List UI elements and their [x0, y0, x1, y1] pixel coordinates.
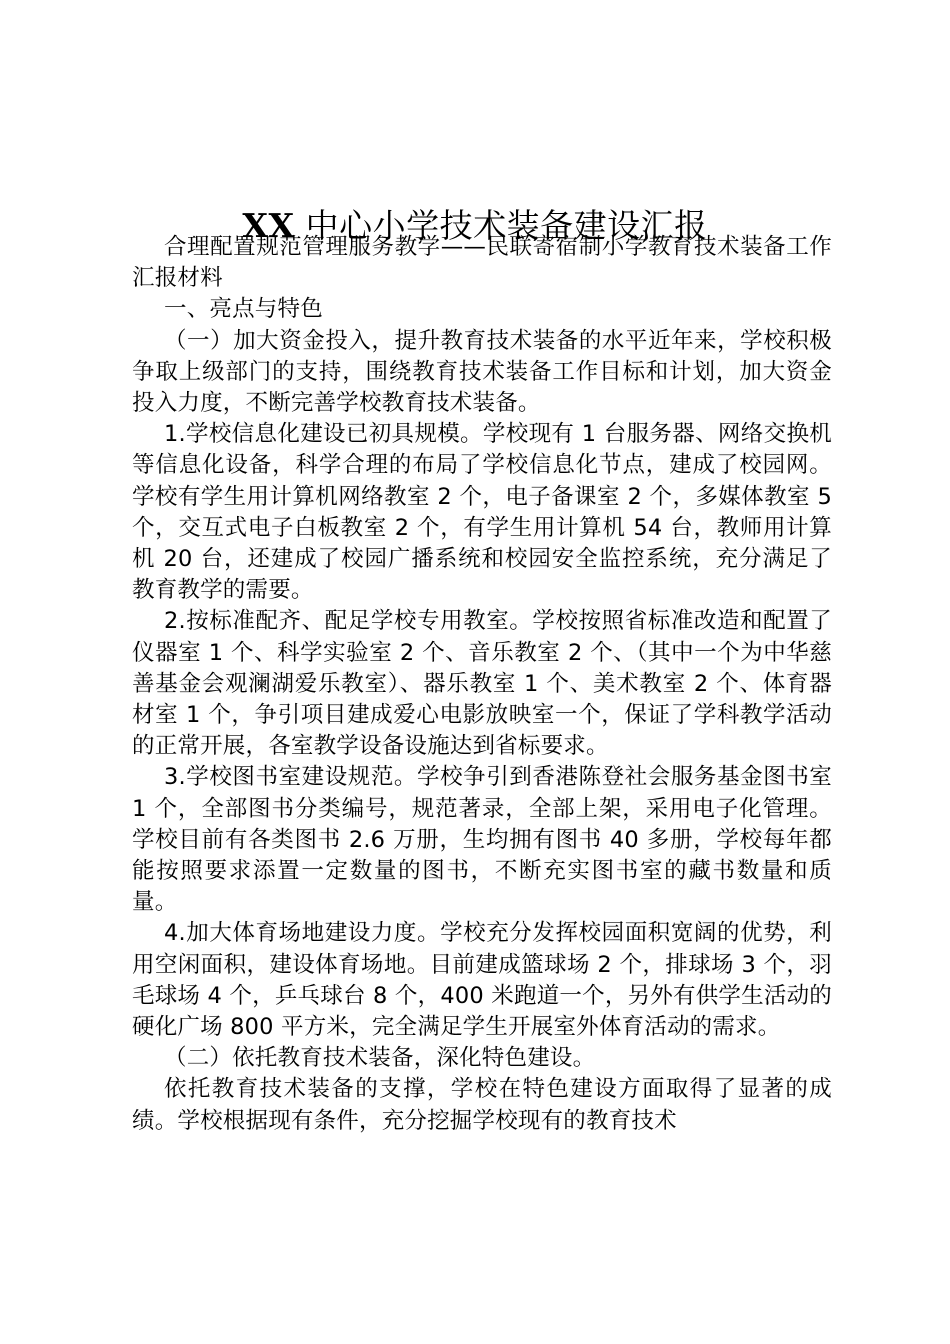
subsection-heading-1: （一）加大资金投入，提升教育技术装备的水平近年来，学校积极争取上级部门的支持，围绕教育技术装备工作目标和计划，加大资金投入力度，不断完善学校教育技术装备。: [132, 327, 832, 417]
subsection-heading-2: （二）依托教育技术装备，深化特色建设。: [164, 1045, 596, 1072]
paragraph-closing: 依托教育技术装备的支撑，学校在特色建设方面取得了显著的成绩。学校根据现有条件，充分挖掘学校现有的教育技术: [132, 1076, 832, 1134]
paragraph-item-1: 1.学校信息化建设已初具规模。学校现有 1 台服务器、网络交换机等信息化设备，科学合理的布局了学校信息化节点，建成了校园网。学校有学生用计算机网络教室 2 个，电子备课室 2 个，多媒体教室 5 个，交互式电子白板教室 2 个，有学生用计算机 54 台，教师用计算机 20 台，还建成了校园广播系统和校园安全监控系统，充分满足了教育教学的需要。: [132, 421, 832, 604]
subtitle-paragraph: 合理配置规范管理服务教学——民联寄宿制小学教育技术装备工作汇报材料: [132, 234, 832, 292]
title-prefix: XX: [242, 206, 295, 246]
document-body: [132, 232, 832, 1137]
paragraph-item-4: 4.加大体育场地建设力度。学校充分发挥校园面积宽阔的优势，利用空闲面积，建设体育场地。目前建成篮球场 2 个，排球场 3 个，羽毛球场 4 个，乒乓球台 8 个，400 米跑道一个，另外有供学生活动的硬化广场 800 平方米，完全满足学生开展室外体育活动的需求。: [132, 920, 832, 1041]
title-text: 中心小学技术装备建设汇报: [305, 206, 708, 246]
paragraph-item-3: 3.学校图书室建设规范。学校争引到香港陈登社会服务基金图书室 1 个，全部图书分类编号，规范著录，全部上架，采用电子化管理。学校目前有各类图书 2.6 万册，生均拥有图书 40 多册，学校每年都能按照要求添置一定数量的图书，不断充实图书室的藏书数量和质量。: [132, 764, 832, 916]
paragraph-item-2: 2.按标准配齐、配足学校专用教室。学校按照省标准改造和配置了仪器室 1 个、科学实验室 2 个、音乐教室 2 个、（其中一个为中华慈善基金会观澜湖爱乐教室）、器乐教室 1 个、美术教室 2 个、体育器材室 1 个，争引项目建成爱心电影放映室一个，保证了学科教学活动的正常开展，各室教学设备设施达到省标要求。: [132, 608, 832, 760]
section-heading: 一、亮点与特色: [164, 296, 323, 323]
